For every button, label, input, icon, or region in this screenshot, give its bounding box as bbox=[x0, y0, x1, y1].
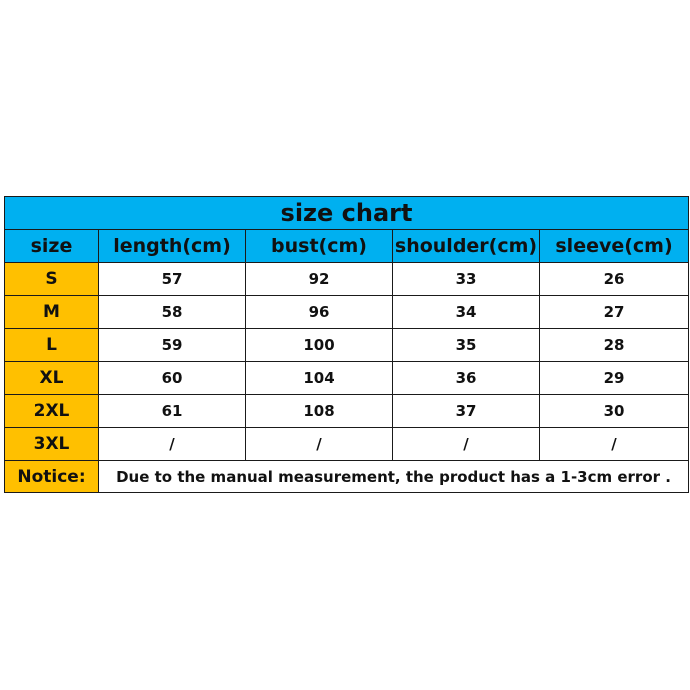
length-cell: / bbox=[99, 428, 246, 461]
header-sleeve: sleeve(cm) bbox=[540, 230, 689, 263]
length-cell: 59 bbox=[99, 329, 246, 362]
length-cell: 61 bbox=[99, 395, 246, 428]
chart-title: size chart bbox=[5, 197, 689, 230]
shoulder-cell: 37 bbox=[393, 395, 540, 428]
shoulder-cell: 36 bbox=[393, 362, 540, 395]
header-row bbox=[5, 230, 689, 263]
bust-cell: 100 bbox=[246, 329, 393, 362]
shoulder-cell: 35 bbox=[393, 329, 540, 362]
bust-cell: 104 bbox=[246, 362, 393, 395]
header-bust: bust(cm) bbox=[246, 230, 393, 263]
table-row bbox=[5, 329, 689, 362]
shoulder-cell: / bbox=[393, 428, 540, 461]
bust-cell: / bbox=[246, 428, 393, 461]
bust-cell: 96 bbox=[246, 296, 393, 329]
header-size: size bbox=[5, 230, 99, 263]
table-row bbox=[5, 428, 689, 461]
size-cell: XL bbox=[5, 362, 99, 395]
size-chart-table bbox=[4, 196, 689, 493]
header-length: length(cm) bbox=[99, 230, 246, 263]
notice-text: Due to the manual measurement, the product has a 1-3cm error . bbox=[99, 461, 689, 493]
length-cell: 60 bbox=[99, 362, 246, 395]
table-row bbox=[5, 395, 689, 428]
bust-cell: 108 bbox=[246, 395, 393, 428]
shoulder-cell: 34 bbox=[393, 296, 540, 329]
size-cell: M bbox=[5, 296, 99, 329]
length-cell: 58 bbox=[99, 296, 246, 329]
size-cell: L bbox=[5, 329, 99, 362]
notice-label: Notice: bbox=[5, 461, 99, 493]
shoulder-cell: 33 bbox=[393, 263, 540, 296]
sleeve-cell: 29 bbox=[540, 362, 689, 395]
size-cell: 3XL bbox=[5, 428, 99, 461]
table-row bbox=[5, 263, 689, 296]
size-cell: S bbox=[5, 263, 99, 296]
notice-row bbox=[5, 461, 689, 493]
size-cell: 2XL bbox=[5, 395, 99, 428]
sleeve-cell: 28 bbox=[540, 329, 689, 362]
sleeve-cell: 30 bbox=[540, 395, 689, 428]
table-row bbox=[5, 296, 689, 329]
length-cell: 57 bbox=[99, 263, 246, 296]
bust-cell: 92 bbox=[246, 263, 393, 296]
sleeve-cell: / bbox=[540, 428, 689, 461]
title-row bbox=[5, 197, 689, 230]
table-row bbox=[5, 362, 689, 395]
sleeve-cell: 27 bbox=[540, 296, 689, 329]
sleeve-cell: 26 bbox=[540, 263, 689, 296]
header-shoulder: shoulder(cm) bbox=[393, 230, 540, 263]
